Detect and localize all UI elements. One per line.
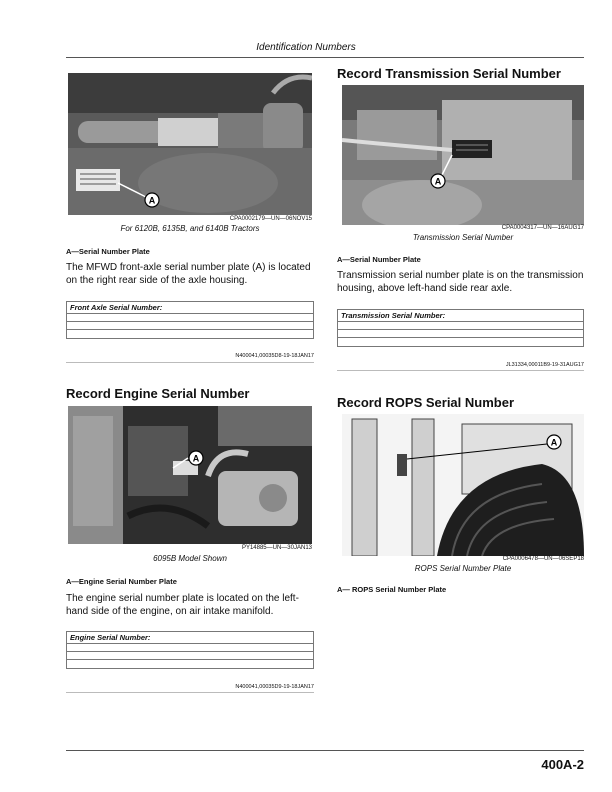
front-axle-body: The MFWD front-axle serial number plate (A) is located on the right rear side of the axle housing.: [66, 262, 311, 286]
page-number: 400A-2: [541, 757, 584, 772]
table-row[interactable]: [67, 322, 313, 330]
transmission-legend: A—Serial Number Plate: [337, 255, 421, 264]
engine-ref-code: N400041,00035D9-19-18JAN17: [235, 684, 314, 690]
front-axle-fig-code: CPA0002179—UN—06NOV15: [229, 216, 312, 222]
front-axle-legend: A—Serial Number Plate: [66, 247, 150, 256]
rops-photo: [342, 414, 584, 556]
front-axle-photo: [68, 73, 312, 215]
table-row[interactable]: [338, 330, 583, 338]
front-axle-table-header: Front Axle Serial Number:: [67, 302, 313, 314]
engine-callout: A: [192, 453, 200, 464]
transmission-ref-code: JL31334,00011B9-19-31AUG17: [505, 362, 584, 368]
footer-rule: [66, 750, 584, 751]
transmission-divider: [337, 370, 584, 371]
transmission-body: Transmission serial number plate is on the transmission housing, above left-hand side rear axle.: [337, 270, 584, 294]
table-row[interactable]: [338, 322, 583, 330]
transmission-table-header: Transmission Serial Number:: [338, 310, 583, 322]
transmission-record-table: [337, 309, 584, 347]
rops-callout: A: [550, 437, 558, 448]
transmission-section-title: Record Transmission Serial Number: [337, 66, 561, 81]
front-axle-divider: [66, 362, 314, 363]
engine-caption: 6095B Model Shown: [153, 554, 227, 563]
rops-fig-code: CPA0006478—UN—06SEP18: [502, 556, 584, 562]
engine-record-table: [66, 631, 314, 669]
rops-caption: ROPS Serial Number Plate: [414, 564, 512, 573]
rops-section-title: Record ROPS Serial Number: [337, 395, 514, 410]
front-axle-callout: A: [148, 195, 156, 206]
transmission-callout: A: [434, 176, 442, 187]
transmission-photo: [342, 85, 584, 225]
front-axle-record-table: [66, 301, 314, 339]
table-row[interactable]: [67, 644, 313, 652]
header-rule: [66, 57, 584, 58]
engine-fig-code: PY14885—UN—30JAN13: [241, 545, 312, 551]
engine-section-title: Record Engine Serial Number: [66, 386, 250, 401]
table-row[interactable]: [67, 652, 313, 660]
transmission-fig-code: CPA0004317—UN—16AUG17: [501, 225, 584, 231]
engine-table-header: Engine Serial Number:: [67, 632, 313, 644]
rops-legend: A— ROPS Serial Number Plate: [337, 585, 447, 594]
engine-photo: [68, 406, 312, 544]
front-axle-ref-code: N400041,00035D8-19-18JAN17: [235, 353, 314, 359]
front-axle-caption: For 6120B, 6135B, and 6140B Tractors: [120, 224, 260, 233]
table-row[interactable]: [67, 660, 313, 668]
table-row[interactable]: [67, 330, 313, 338]
engine-legend: A—Engine Serial Number Plate: [66, 577, 177, 586]
engine-body: The engine serial number plate is located on the left-hand side of the engine, on air intake manifold.: [66, 593, 299, 617]
running-head: Identification Numbers: [256, 42, 356, 53]
table-row[interactable]: [338, 338, 583, 346]
table-row[interactable]: [67, 314, 313, 322]
engine-divider: [66, 692, 314, 693]
transmission-caption: Transmission Serial Number: [412, 233, 514, 242]
